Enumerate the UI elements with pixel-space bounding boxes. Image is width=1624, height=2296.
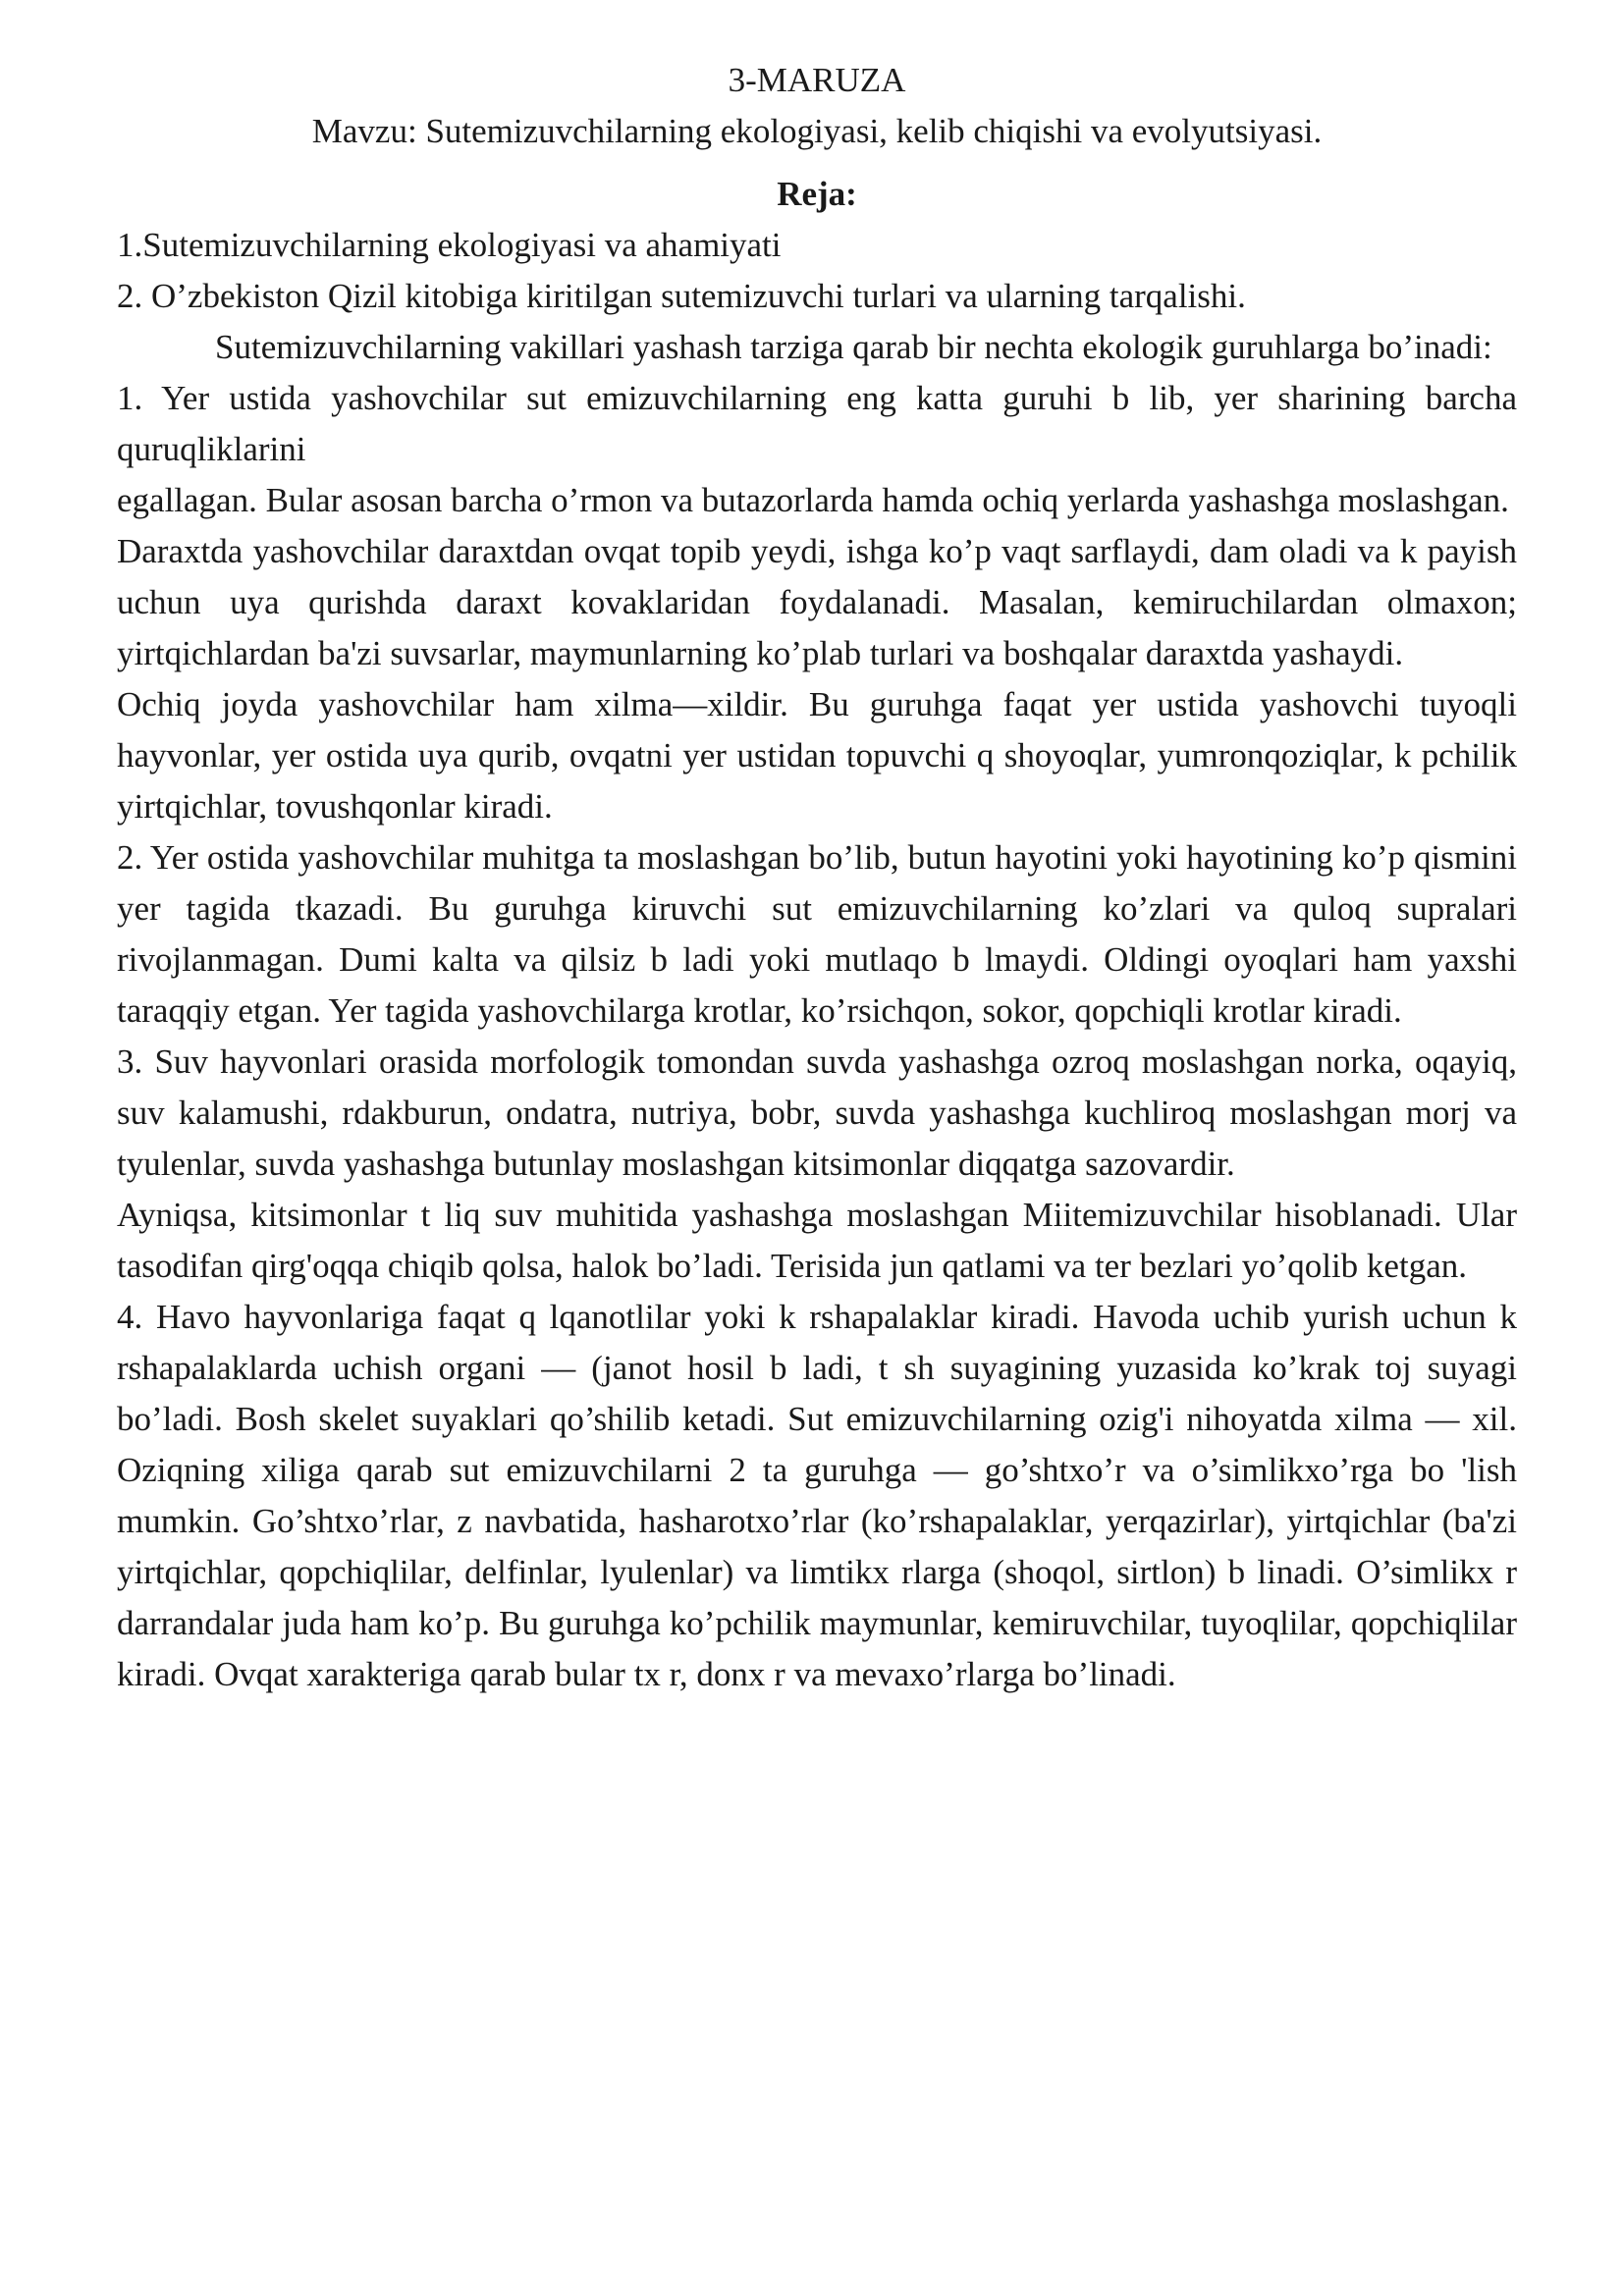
- body-paragraph: 1. Yer ustida yashovchilar sut emizuvchilarning eng katta guruhi b lib, yer sharining barcha quruqliklarini: [117, 379, 1517, 468]
- body-paragraph: 4. Havo hayvonlariga faqat q lqanotlilar yoki k rshapalaklar kiradi. Havoda uchib yurish uchun k rshapalaklarda uchish organi — (janot hosil b ladi, t sh suyagining yuzasida ko’krak toj suyagi bo’ladi. Bosh skelet suyaklari qo’shilib ketadi. Sut emizuvchilarning ozig'i nihoyatda xilma — xil. Oziqning xiliga qarab sut emizuvchilarni 2 ta guruhga — go’shtxo’r va o’simlikxo’rga bo 'lish mumkin. Go’shtxo’rlar, z navbatida, hasharotxo’rlar (ko’rshapalaklar, yerqazirlar), yirtqichlar (ba'zi yirtqichlar, qopchiqlilar, delfinlar, lyulenlar) va limtikx rlarga (shoqol, sirtlon) b linadi. O’simlikx r darrandalar juda ham ko’p. Bu guruhga ko’pchilik maymunlar, kemiruvchilar, tuyoqlilar, qopchiqlilar kiradi. Ovqat xarakteriga qarab bular tx r, donx r va mevaxo’rlarga bo’linadi.: [117, 1298, 1517, 1693]
- body-paragraph: 2. Yer ostida yashovchilar muhitga ta moslashgan bo’lib, butun hayotini yoki hayotining ko’p qismini yer tagida tkazadi. Bu guruhga kiruvchi sut emizuvchilarning ko’zlari va quloq supralari rivojlanmagan. Dumi kalta va qilsiz b ladi yoki mutlaqo b lmaydi. Oldingi oyoqlari ham yaxshi taraqqiy etgan. Yer tagida yashovchilarga krotlar, ko’rsichqon, sokor, qopchiqli krotlar kiradi.: [117, 838, 1517, 1030]
- body-paragraph: Daraxtda yashovchilar daraxtdan ovqat topib yeydi, ishga ko’p vaqt sarflaydi, dam oladi va k payish uchun uya qurishda daraxt kovaklaridan foydalanadi. Masalan, kemiruchilardan olmaxon; yirtqichlardan ba'zi suvsarlar, maymunlarning ko’plab turlari va boshqalar daraxtda yashaydi.: [117, 532, 1517, 672]
- plan-heading: Reja:: [777, 175, 857, 213]
- body-paragraph: Ayniqsa, kitsimonlar t liq suv muhitida yashashga moslashgan Miitemizuvchilar hisoblanadi. Ular tasodifan qirg'oqqa chiqib qolsa, halok bo’ladi. Terisida jun qatlami va ter bezlari yo’qolib ketgan.: [117, 1196, 1517, 1285]
- plan-item: 2. O’zbekiston Qizil kitobiga kiritilgan sutemizuvchi turlari va ularning tarqalishi.: [117, 277, 1246, 315]
- body-paragraph: Ochiq joyda yashovchilar ham xilma—xildir. Bu guruhga faqat yer ustida yashovchi tuyoqli hayvonlar, yer ostida uya qurib, ovqatni yer ustidan topuvchi q shoyoqlar, yumronqoziqlar, k pchilik yirtqichlar, tovushqonlar kiradi.: [117, 685, 1517, 826]
- body-paragraph: egallagan. Bular asosan barcha o’rmon va butazorlarda hamda ochiq yerlarda yashashga moslashgan.: [117, 481, 1509, 519]
- body-paragraph: 3. Suv hayvonlari orasida morfologik tomondan suvda yashashga ozroq moslashgan norka, oqayiq, suv kalamushi, rdakburun, ondatra, nutriya, bobr, suvda yashashga kuchliroq moslashgan morj va tyulenlar, suvda yashashga butunlay moslashgan kitsimonlar diqqatga sazovardir.: [117, 1042, 1517, 1183]
- body-paragraph: Sutemizuvchilarning vakillari yashash tarziga qarab bir nechta ekologik guruhlarga bo’inadi:: [215, 328, 1492, 366]
- document-page: [117, 55, 1517, 1700]
- lecture-topic: Mavzu: Sutemizuvchilarning ekologiyasi, kelib chiqishi va evolyutsiyasi.: [311, 112, 1323, 150]
- lecture-title: 3-MARUZA: [728, 61, 906, 99]
- plan-item: 1.Sutemizuvchilarning ekologiyasi va ahamiyati: [117, 226, 782, 264]
